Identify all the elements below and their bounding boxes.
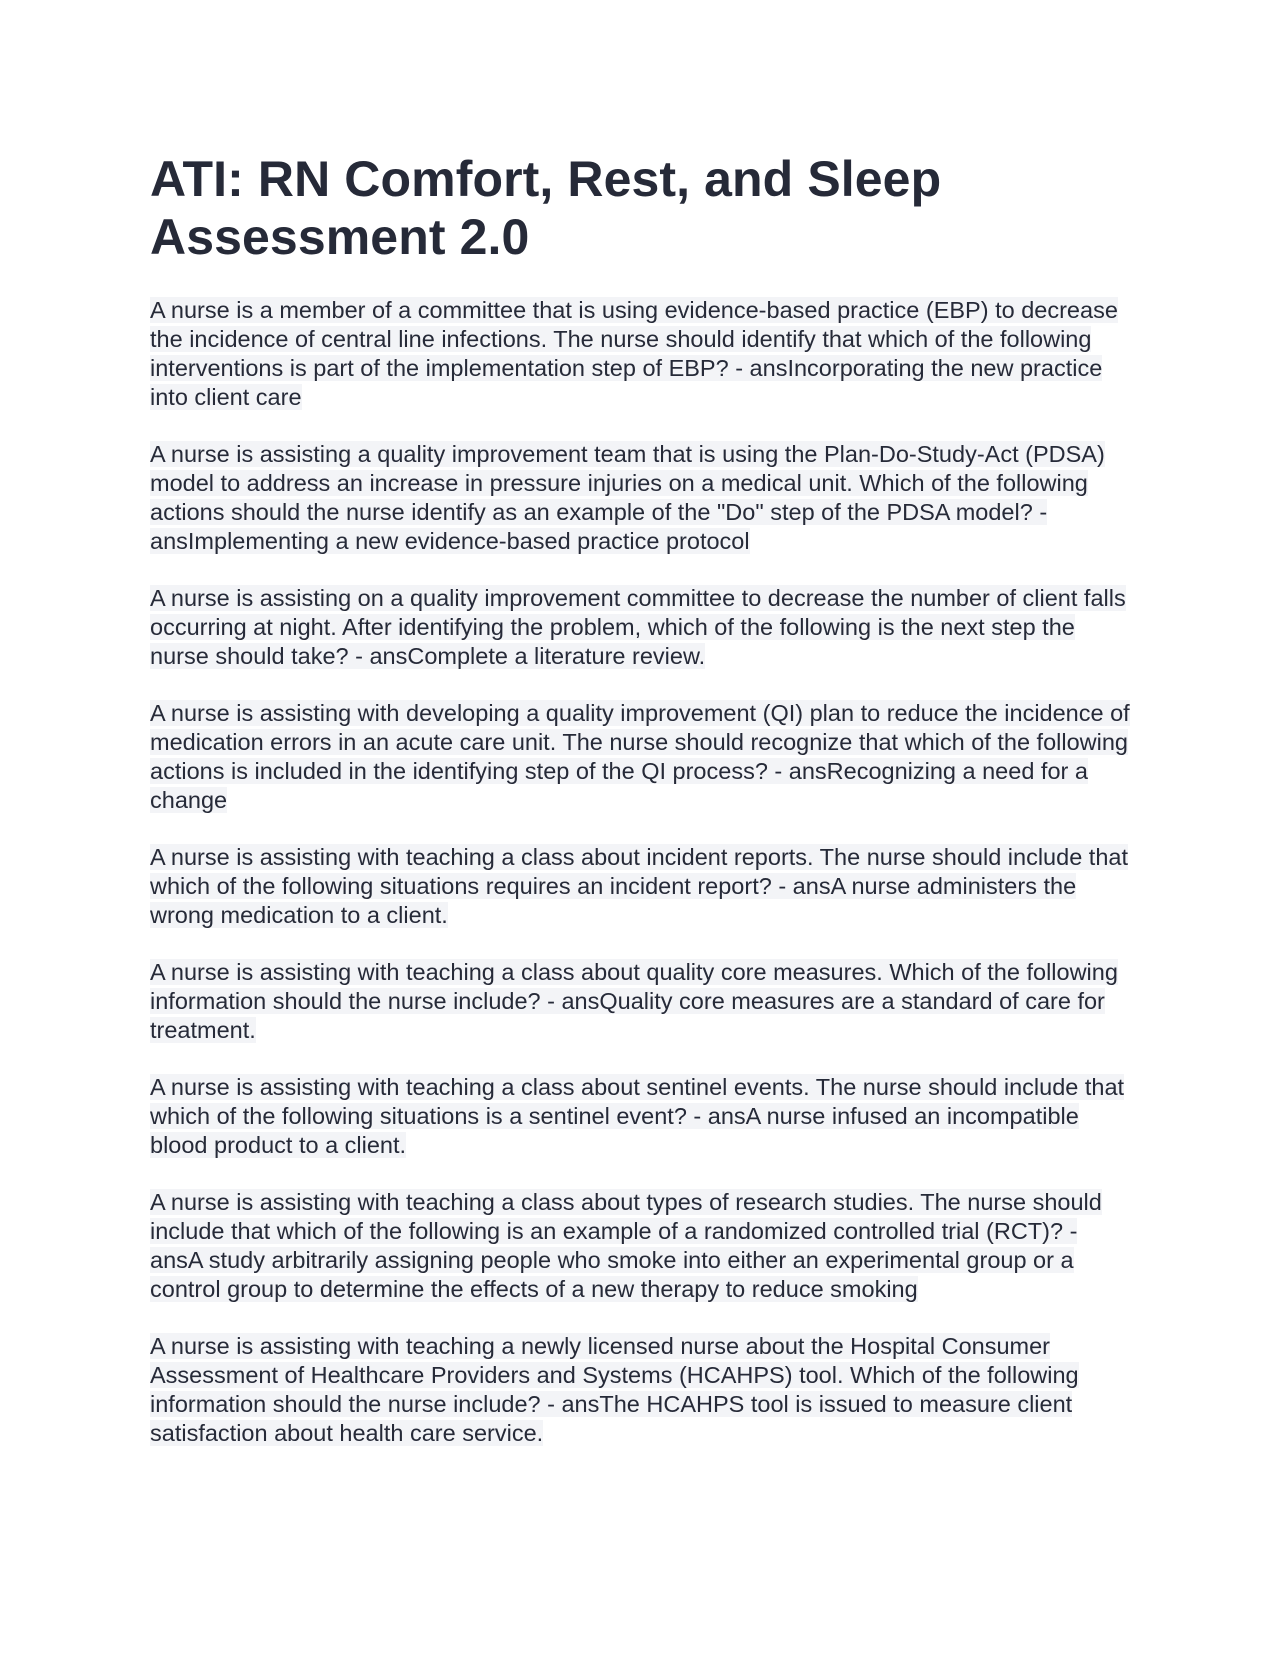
qa-item: [150, 958, 1130, 1045]
qa-item: [150, 296, 1130, 412]
qa-item: [150, 440, 1130, 556]
document-title: ATI: RN Comfort, Rest, and Sleep Assessment 2.0: [150, 151, 942, 265]
qa-item-text: A nurse is assisting with teaching a newly licensed nurse about the Hospital Consumer Assessment of Healthcare Providers and Systems (HCAHPS) tool. Which of the following information should the nurse include? - ansThe HCAHPS tool is issued to measure client satisfaction about health care service.: [150, 1333, 1079, 1446]
qa-item-text: A nurse is assisting with developing a quality improvement (QI) plan to reduce the incidence of medication errors in an acute care unit. The nurse should recognize that which of the following actions is included in the identifying step of the QI process? - ansRecognizing a need for a change: [150, 700, 1130, 813]
qa-item: [150, 1073, 1130, 1160]
qa-list: [150, 296, 1130, 1448]
qa-item: [150, 843, 1130, 930]
qa-item-text: A nurse is assisting with teaching a class about sentinel events. The nurse should include that which of the following situations is a sentinel event? - ansA nurse infused an incompatible blood product to a client.: [150, 1074, 1125, 1158]
qa-item-text: A nurse is assisting with teaching a class about quality core measures. Which of the following information should the nurse include? - ansQuality core measures are a standard of care for treatment.: [150, 959, 1118, 1043]
qa-item: [150, 1332, 1130, 1448]
qa-item-text: A nurse is assisting a quality improvement team that is using the Plan-Do-Study-Act (PDSA) model to address an increase in pressure injuries on a medical unit. Which of the following actions should the nurse identify as an example of the "Do" step of the PDSA model? - ansImplementing a new evidence-based practice protocol: [150, 441, 1105, 554]
qa-item: [150, 699, 1130, 815]
qa-item-text: A nurse is a member of a committee that is using evidence-based practice (EBP) to decrease the incidence of central line infections. The nurse should identify that which of the following interventions is part of the implementation step of EBP? - ansIncorporating the new practice into client care: [150, 297, 1118, 410]
qa-item: [150, 584, 1130, 671]
qa-item-text: A nurse is assisting on a quality improvement committee to decrease the number of client falls occurring at night. After identifying the problem, which of the following is the next step the nurse should take? - ansComplete a literature review.: [150, 585, 1126, 669]
qa-item: [150, 1188, 1130, 1304]
document-page: [150, 150, 1130, 1476]
qa-item-text: A nurse is assisting with teaching a class about incident reports. The nurse should include that which of the following situations requires an incident report? - ansA nurse administers the wrong medication to a client.: [150, 844, 1128, 928]
qa-item-text: A nurse is assisting with teaching a class about types of research studies. The nurse should include that which of the following is an example of a randomized controlled trial (RCT)? - ansA study arbitrarily assigning people who smoke into either an experimental group or a control group to determine the effects of a new therapy to reduce smoking: [150, 1189, 1102, 1302]
